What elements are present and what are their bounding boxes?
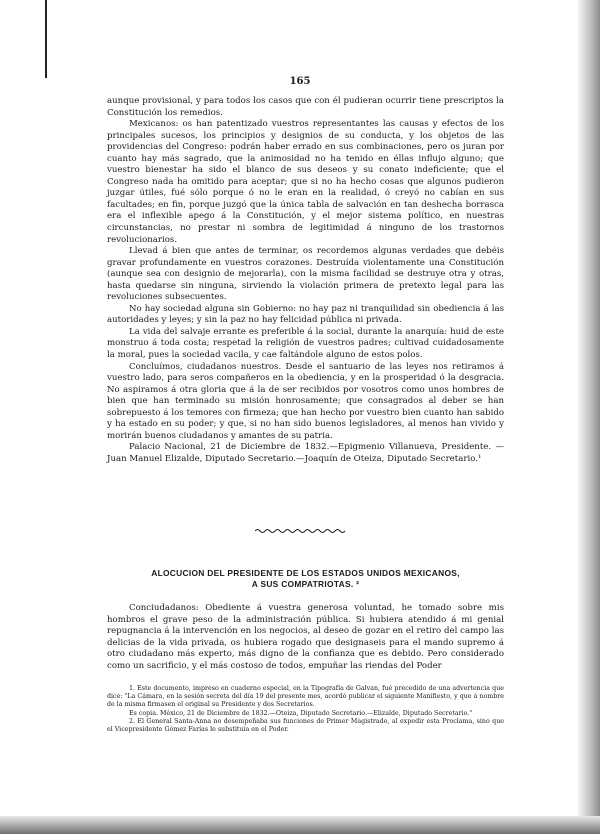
signature-paragraph: Palacio Nacional, 21 de Diciembre de 1832.—Epigmenio Villanueva, Presidente. —Juan Manuel Elizalde, Diputado Secretario.—Joaquín de Oteiza, Diputado Secretario.¹ [107, 442, 504, 464]
section-title-line-1: ALOCUCION DEL PRESIDENTE DE LOS ESTADOS UNIDOS MEXICANOS, [151, 568, 460, 578]
allocution-body [107, 603, 504, 672]
footnotes [107, 685, 504, 734]
manifesto-body [107, 96, 504, 466]
section-title [107, 568, 504, 590]
scan-shadow-right [578, 0, 600, 834]
ornament-divider [255, 527, 347, 535]
paragraph-3: Llevad á bien que antes de terminar, os recordemos algunas verdades que debéis gravar profundamente en vuestros corazones. Destruída violentamente una Constitución (aunque sea con designio de mejorarla), con la misma facilidad se destruye otra y otras, hasta quedarse sin ninguna, sirviendo la violación primera de pretexto legal para las revoluciones subsecuentes. [107, 246, 504, 303]
paragraph-6: Concluímos, ciudadanos nuestros. Desde el santuario de las leyes nos retiramos á vuestro lado, para seros compañeros en la obediencia, y en la prosperidad ó la desgracia. No aspiramos á otra gloria que á la de ser recibidos por vosotros como unos hombres de bien que han terminado su misión honrosamente; que consagrados al deber se han sobrepuesto á los temores con firmeza; que han hecho por vuestro bien cuanto han sabido y ha estado en su poder; y que, si no han sido buenos legisladores, al menos han vivido y morirán buenos ciudadanos y amantes de su patria. [107, 361, 504, 441]
paragraph-5: La vida del salvaje errante es preferible á la social, durante la anarquía: huid de este monstruo á toda costa; respetad la religión de vuestros padres; cultivad cuidadosamente la moral, pues la sociedad vacila, y cae faltándole alguno de estos polos. [107, 326, 504, 361]
footnote-1-continuation: Es copia. México, 21 de Diciembre de 1832.—Oteiza, Diputado Secretario.—Elizalde, Diputado Secretario." [129, 709, 473, 717]
paragraph-1: aunque provisional, y para todos los casos que con él pudieran ocurrir tiene prescriptos la Constitución los remedios. [107, 96, 504, 118]
allocution-paragraph: Conciudadanos: Obediente á vuestra generosa voluntad, he tomado sobre mis hombros el grave peso de la administración pública. Si hubiera atendido á mi genial repugnancia á la intervención en los negocios, al deseo de gozar en el retiro del campo las delicias de la vida privada, os hubiera rogado que designaseis para el mando supremo á otro ciudadano más experto, más digno de la confianza que es debido. Pero considerado como un sacrificio, y el más costoso de todos, empuñar las riendas del Poder [107, 603, 504, 671]
paragraph-2: Mexicanos: os han patentizado vuestros representantes las causas y efectos de los principales sucesos, los principios y designios de su conducta, y los objetos de las providencias del Congreso: podrán haber errado en sus combinaciones, pero os juran por cuanto hay más sagrado, que la animosidad no ha tenido en éllas influjo alguno; que vuestro bienestar ha sido el blanco de sus deseos y su conato indeficiente; que el Congreso nada ha omitido para aceptar; que si no ha hecho cosas que algunos pudieron juzgar útiles, fué sólo porque ó no le eran en la realidad, ó creyó no cabían en sus facultades; en fin, porque juzgó que la única tabla de salvación en tan deshecha borrasca era el inflexible apego á la Constitución, y el mejor sistema político, en nuestras circunstancias, no prestar ni sombra de legitimidad á ninguno de los trastornos revolucionarios. [107, 119, 504, 245]
footnote-2: 2. El General Santa-Anna no desempeñaba sus funciones de Primer Magistrado, al expedir esta Proclama, sino que el Vicepresidente Gómez Farías le substituía en el Poder. [107, 717, 504, 734]
paragraph-4: No hay sociedad alguna sin Gobierno: no hay paz ni tranquilidad sin obediencia á las autoridades y leyes; y sin la paz no hay felicidad pública ni privada. [107, 303, 504, 326]
page-number: 165 [289, 76, 311, 87]
margin-rule [45, 0, 47, 78]
section-title-line-2: A SUS COMPATRIOTAS. ² [251, 579, 360, 589]
scan-shadow-bottom [0, 816, 600, 834]
footnote-1: 1. Este documento, impreso en cuaderno especial, en la Tipografía de Galvan, fué precedido de una advertencia que dice: "La Cámara, en la sesión secreta del día 19 del presente mes, acordó publicar el siguiente Manifiesto, y que á nombre de la misma firmasen el original su Presidente y dos Secretarios. [107, 685, 504, 709]
